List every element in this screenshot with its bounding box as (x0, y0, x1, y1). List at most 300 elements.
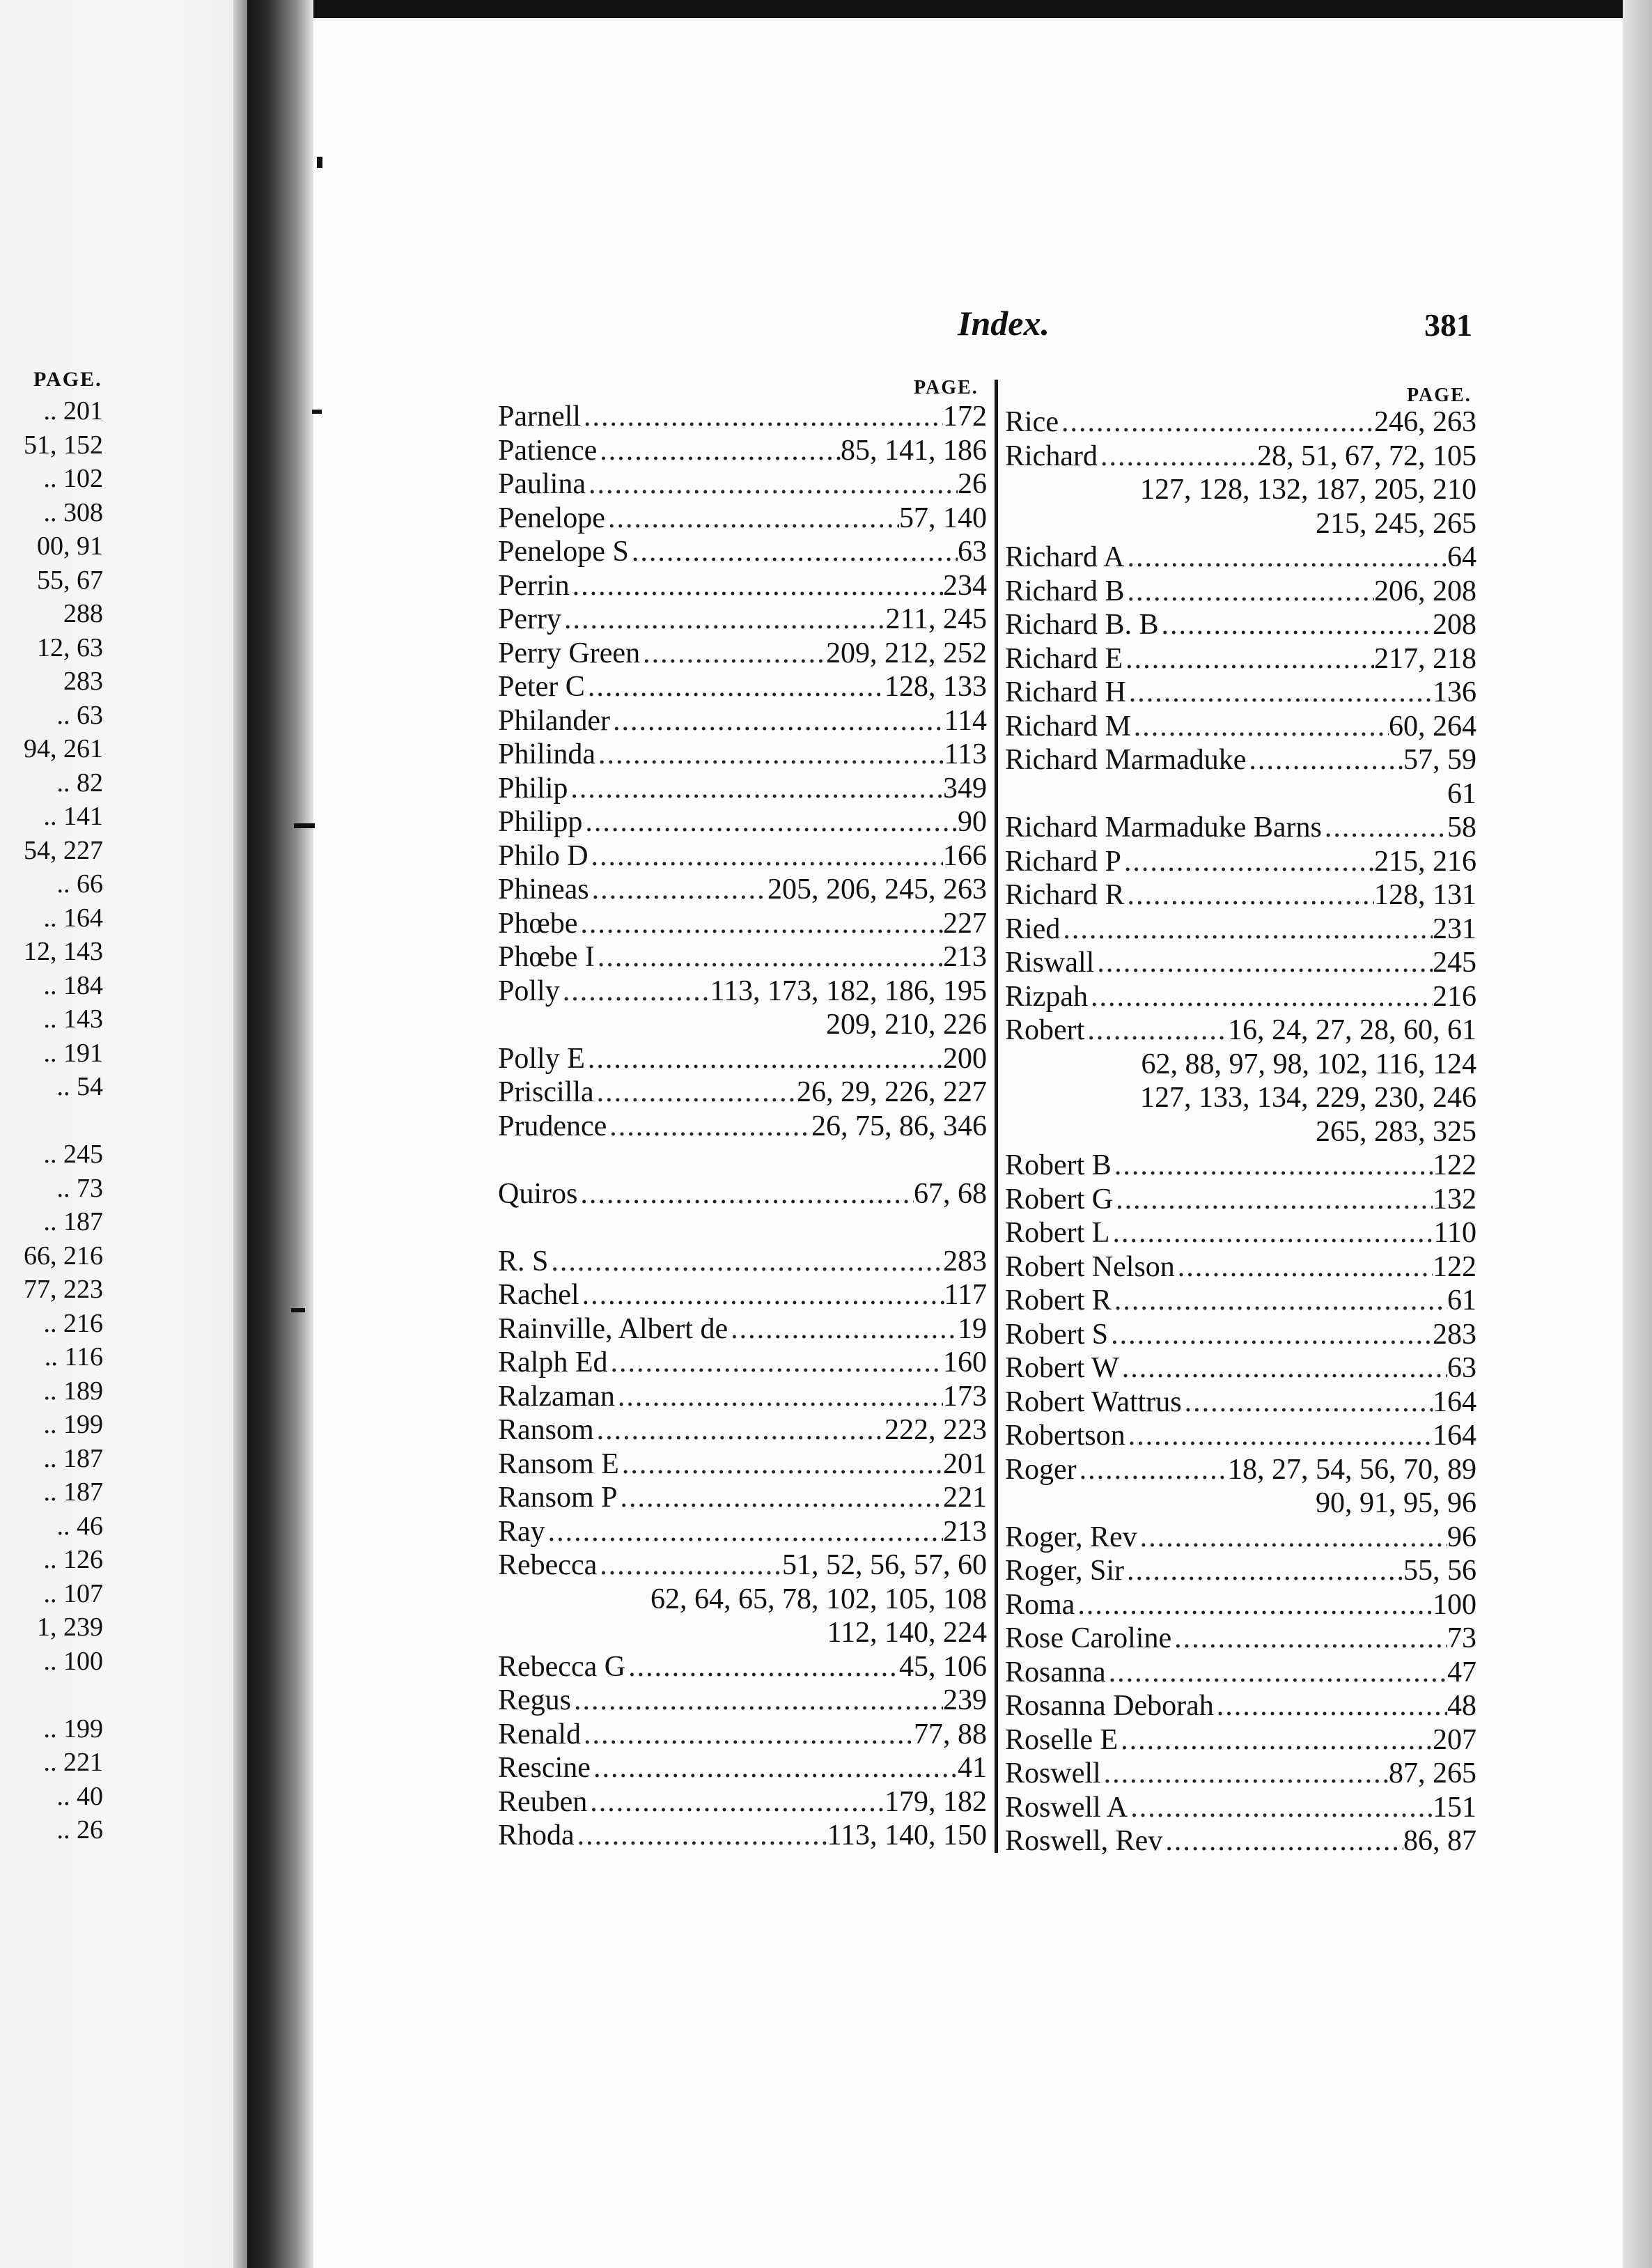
leader-dots (582, 805, 958, 839)
left-page-number: .. 221 (43, 1748, 103, 1777)
leader-dots (1118, 1723, 1433, 1757)
entry-name: Perry Green (498, 637, 641, 669)
index-entry (498, 1143, 987, 1177)
entry-name: Robert (1005, 1014, 1085, 1046)
index-entry (498, 974, 987, 1009)
index-entry (498, 1008, 987, 1042)
entry-pages: 57, 59 (1403, 744, 1476, 776)
entry-pages: 110 (1433, 1217, 1476, 1249)
entry-pages: 283 (943, 1245, 987, 1277)
entry-name: Ransom (498, 1414, 594, 1446)
entry-pages: 113 (944, 738, 987, 770)
entry-name: Ransom P (498, 1482, 618, 1514)
index-entry (498, 738, 987, 772)
leader-dots (607, 1110, 811, 1144)
left-page-number: .. 164 (43, 903, 103, 933)
entry-pages: 231 (1433, 912, 1476, 945)
entry-name: Rose Caroline (1005, 1622, 1172, 1654)
right-column-header: PAGE. (1407, 385, 1472, 406)
entry-pages: 128, 133 (885, 671, 987, 703)
left-page-numbers (0, 394, 103, 1847)
leader-dots (1098, 440, 1257, 474)
leader-dots (1158, 608, 1433, 642)
leader-dots (1112, 1149, 1433, 1183)
entry-name: Richard Marmaduke Barns (1005, 811, 1322, 844)
leader-dots (605, 502, 899, 536)
entry-pages: 19 (958, 1312, 987, 1345)
left-page-number (0, 1104, 103, 1138)
entry-name: Ray (498, 1515, 545, 1548)
entry-name: Rice (1005, 406, 1059, 438)
index-entry (498, 873, 987, 907)
leader-dots (568, 772, 943, 806)
entry-name: Perry (498, 603, 561, 635)
leader-dots (581, 1718, 914, 1752)
index-entry (1005, 1351, 1476, 1385)
entry-pages: 221 (943, 1482, 987, 1514)
index-entry (498, 1819, 987, 1853)
entry-name: R. S (498, 1245, 549, 1277)
left-page-number: .. 199 (43, 1410, 103, 1439)
left-page-number: .. 184 (43, 970, 103, 1000)
entry-pages: 172 (943, 401, 987, 433)
leader-dots (625, 1650, 899, 1684)
left-page-number: .. 191 (43, 1038, 103, 1068)
index-entry (1005, 845, 1476, 879)
entry-name: Roswell A (1005, 1791, 1128, 1824)
index-entry (1005, 642, 1476, 676)
left-page-number: 12, 63 (37, 632, 103, 662)
index-entry (1005, 1284, 1476, 1318)
left-column-header: PAGE. (914, 377, 979, 398)
leader-dots (1124, 1554, 1403, 1588)
index-entry (1005, 1183, 1476, 1217)
left-page-number: 54, 227 (24, 835, 103, 865)
index-entry (498, 1380, 987, 1414)
index-entry (1005, 1824, 1476, 1858)
entry-pages: 64 (1447, 541, 1476, 573)
leader-dots (594, 1413, 885, 1447)
index-entry (498, 467, 987, 502)
leader-dots (1322, 811, 1447, 845)
index-entry (1005, 743, 1476, 777)
entry-pages: 100 (1433, 1588, 1476, 1621)
leader-dots (610, 704, 944, 738)
entry-name: Prudence (498, 1110, 607, 1142)
index-entry (498, 502, 987, 536)
entry-pages: 164 (1433, 1420, 1476, 1452)
entry-name: Reuben (498, 1785, 588, 1818)
entry-pages: 41 (958, 1752, 987, 1784)
leader-dots (1109, 1216, 1433, 1250)
entry-name: Richard B (1005, 575, 1125, 607)
entry-pages: 151 (1433, 1791, 1476, 1824)
leader-dots (597, 434, 841, 468)
index-entry (1005, 440, 1476, 474)
entry-pages: 208 (1433, 609, 1476, 641)
entry-pages: 122 (1433, 1149, 1476, 1181)
entry-pages: 217, 218 (1374, 642, 1476, 675)
leader-dots (597, 1548, 782, 1583)
index-entry (1005, 1656, 1476, 1690)
index-entry (1005, 710, 1476, 744)
left-page-header: PAGE. (33, 368, 102, 391)
entry-name: Robert S (1005, 1318, 1109, 1351)
leader-dots (1246, 743, 1403, 777)
entry-name: Philo D (498, 839, 589, 872)
left-page-number: .. 126 (43, 1545, 103, 1574)
entry-pages: 209, 212, 252 (826, 637, 987, 669)
entry-name: Roselle E (1005, 1723, 1119, 1756)
entry-name: Ried (1005, 912, 1061, 945)
index-entry (1005, 608, 1476, 642)
index-entry (498, 1548, 987, 1583)
entry-pages: 63 (958, 536, 987, 568)
left-page-number: .. 141 (43, 802, 103, 831)
left-page-number: .. 100 (43, 1646, 103, 1676)
entry-name: Robert Wattrus (1005, 1385, 1182, 1418)
left-page-number: .. 143 (43, 1004, 103, 1034)
leader-dots (1101, 1757, 1389, 1791)
index-entry (1005, 541, 1476, 575)
leader-dots (575, 1819, 827, 1853)
left-page-number: .. 187 (43, 1477, 103, 1507)
index-entry (498, 1245, 987, 1279)
entry-pages: 47 (1447, 1656, 1476, 1688)
left-page-number: .. 26 (56, 1815, 103, 1844)
entry-name: Roma (1005, 1588, 1075, 1621)
left-page-number: 66, 216 (24, 1241, 103, 1271)
leader-dots (1084, 1013, 1228, 1048)
entry-name: Phœbe (498, 907, 578, 940)
entry-name: Richard R (1005, 879, 1125, 911)
entry-pages: 227 (943, 907, 987, 940)
leader-dots (577, 907, 943, 941)
entry-name: Philip (498, 772, 568, 805)
left-page-number: .. 63 (56, 700, 103, 730)
leader-dots (1123, 642, 1374, 676)
leader-dots (1059, 405, 1374, 440)
index-entry (498, 1616, 987, 1650)
entry-pages: 216 (1433, 980, 1476, 1013)
entry-pages: 18, 27, 54, 56, 70, 89 (1228, 1453, 1476, 1486)
index-entry (498, 1447, 987, 1482)
index-entry (1005, 1216, 1476, 1250)
leader-dots (618, 1481, 943, 1515)
index-entry (498, 907, 987, 941)
index-entry (1005, 1149, 1476, 1183)
entry-pages: 63 (1447, 1352, 1476, 1384)
gutter-mark (291, 1308, 305, 1312)
leader-dots (1108, 1318, 1433, 1352)
entry-pages: 234 (943, 569, 987, 602)
entry-pages: 16, 24, 27, 28, 60, 61 (1228, 1014, 1476, 1046)
entry-name: Philander (498, 704, 610, 737)
left-page-number: 12, 143 (24, 937, 103, 966)
leader-dots (589, 873, 767, 907)
entry-name: Rhoda (498, 1819, 575, 1851)
right-page-edge (1623, 0, 1652, 2268)
entry-pages: 215, 216 (1374, 845, 1476, 878)
left-page-number: .. 107 (43, 1578, 103, 1608)
index-entry (498, 1684, 987, 1718)
entry-name: Patience (498, 434, 598, 467)
left-page-number: .. 46 (56, 1511, 103, 1541)
entry-pages: 60, 264 (1389, 710, 1476, 743)
entry-name: Quiros (498, 1177, 578, 1210)
leader-dots (1121, 845, 1374, 879)
entry-pages: 67, 68 (914, 1177, 987, 1210)
entry-name: Robert W (1005, 1352, 1119, 1384)
entry-name: Perrin (498, 569, 570, 602)
entry-pages: 28, 51, 67, 72, 105 (1257, 440, 1476, 472)
entry-pages: 245 (1433, 947, 1476, 979)
entry-pages: 215, 245, 265 (1316, 507, 1476, 540)
entry-name: Roger (1005, 1453, 1077, 1486)
index-entry (1005, 946, 1476, 980)
entry-pages: 90, 91, 95, 96 (1316, 1487, 1476, 1519)
index-entry (498, 637, 987, 671)
entry-name: Roswell, Rev (1005, 1825, 1163, 1857)
entry-pages: 26, 29, 226, 227 (797, 1076, 987, 1108)
entry-name: Paulina (498, 468, 586, 500)
entry-name: Ralph Ed (498, 1346, 608, 1378)
index-entry (498, 670, 987, 704)
entry-pages: 136 (1433, 676, 1476, 708)
left-page-number: .. 245 (43, 1140, 103, 1169)
leader-dots (585, 670, 885, 704)
index-entry (498, 1346, 987, 1380)
left-page-number: 1, 239 (37, 1613, 103, 1642)
right-index-column (1005, 405, 1476, 1858)
leader-dots (595, 940, 943, 974)
left-page-number: 55, 67 (37, 565, 103, 595)
entry-pages: 201 (943, 1447, 987, 1480)
entry-pages: 128, 131 (1374, 879, 1476, 911)
leader-dots (548, 1245, 943, 1279)
entry-pages: 349 (943, 772, 987, 805)
entry-name: Philipp (498, 806, 583, 838)
left-page-number: .. 201 (43, 396, 103, 426)
entry-pages: 73 (1447, 1622, 1476, 1654)
entry-pages: 57, 140 (899, 502, 987, 534)
index-entry (498, 535, 987, 569)
index-entry (1005, 1419, 1476, 1453)
entry-pages: 62, 88, 97, 98, 102, 116, 124 (1141, 1048, 1476, 1080)
leader-dots (560, 974, 710, 1009)
leader-dots (619, 1447, 943, 1482)
page-number: 381 (1424, 307, 1472, 343)
left-page-number: .. 308 (43, 497, 103, 527)
entry-name: Ransom E (498, 1447, 619, 1480)
left-page-number: .. 189 (43, 1376, 103, 1406)
index-entry (498, 704, 987, 738)
index-entry (1005, 676, 1476, 710)
entry-pages: 48 (1447, 1690, 1476, 1722)
leader-dots (1088, 980, 1433, 1014)
entry-name: Robert Nelson (1005, 1250, 1175, 1283)
entry-name: Penelope S (498, 536, 629, 568)
entry-pages: 213 (943, 941, 987, 973)
index-entry (1005, 1622, 1476, 1656)
index-entry (498, 569, 987, 603)
leader-dots (728, 1312, 958, 1346)
gutter-mark (317, 157, 322, 168)
entry-name: Robertson (1005, 1420, 1125, 1452)
entry-pages: 77, 88 (914, 1718, 987, 1750)
entry-name: Roger, Rev (1005, 1521, 1137, 1553)
leader-dots (1125, 1419, 1433, 1453)
entry-pages: 51, 52, 56, 57, 60 (782, 1549, 987, 1581)
entry-pages: 26, 75, 86, 346 (811, 1110, 987, 1142)
entry-pages: 61 (1447, 777, 1476, 810)
left-page-number: 288 (63, 599, 103, 628)
leader-dots (1106, 1656, 1447, 1690)
entry-pages: 200 (943, 1042, 987, 1075)
entry-name: Rescine (498, 1752, 591, 1784)
left-page-number: .. 102 (43, 464, 103, 493)
entry-name: Riswall (1005, 947, 1095, 979)
index-entry (1005, 1115, 1476, 1149)
leader-dots (591, 1751, 958, 1785)
index-entry (1005, 473, 1476, 507)
index-entry (498, 839, 987, 873)
left-page-number: .. 82 (56, 768, 103, 798)
entry-pages: 205, 206, 245, 263 (767, 873, 987, 906)
entry-name: Regus (498, 1684, 571, 1716)
leader-dots (586, 467, 958, 502)
entry-name: Penelope (498, 502, 605, 534)
left-page-number: 283 (63, 667, 103, 696)
index-entry (498, 1312, 987, 1346)
entry-pages: 166 (943, 839, 987, 872)
index-entry (1005, 1081, 1476, 1115)
index-entry (498, 1650, 987, 1684)
entry-name: Rosanna Deborah (1005, 1690, 1214, 1722)
leader-dots (595, 738, 944, 772)
entry-name: Priscilla (498, 1076, 594, 1108)
entry-pages: 58 (1447, 811, 1476, 844)
entry-pages: 206, 208 (1374, 575, 1476, 607)
leader-dots (1119, 1351, 1447, 1385)
leader-dots (629, 535, 958, 569)
index-entry (498, 1278, 987, 1312)
index-entry (1005, 1757, 1476, 1791)
entry-pages: 55, 56 (1403, 1555, 1476, 1587)
entry-pages: 86, 87 (1403, 1825, 1476, 1857)
entry-pages: 209, 210, 226 (826, 1009, 987, 1041)
index-entry (498, 1075, 987, 1110)
entry-name: Robert G (1005, 1183, 1114, 1215)
entry-pages: 85, 141, 186 (841, 434, 987, 467)
left-page-shadow (233, 0, 247, 2268)
leader-dots (640, 637, 826, 671)
entry-name: Rebecca (498, 1549, 598, 1581)
index-entry (498, 805, 987, 839)
gutter-mark (294, 823, 315, 828)
leader-dots (1112, 1284, 1447, 1318)
entry-name: Phœbe I (498, 941, 595, 973)
leader-dots (607, 1346, 943, 1380)
left-page-number: 94, 261 (24, 734, 103, 763)
index-entry (1005, 1048, 1476, 1082)
entry-name: Roger, Sir (1005, 1555, 1124, 1587)
leader-dots (1128, 1791, 1433, 1825)
entry-name: Richard H (1005, 676, 1126, 708)
left-page-number: 77, 223 (24, 1275, 103, 1304)
index-entry (498, 1177, 987, 1211)
leader-dots (1124, 575, 1374, 609)
index-entry (498, 940, 987, 974)
index-entry (1005, 1723, 1476, 1757)
entry-pages: 26 (958, 468, 987, 500)
leader-dots (594, 1075, 797, 1110)
left-page-number: 00, 91 (37, 531, 103, 561)
entry-pages: 213 (943, 1515, 987, 1548)
index-entry (1005, 575, 1476, 609)
leader-dots (1131, 710, 1389, 744)
index-entry (1005, 1689, 1476, 1723)
leader-dots (1124, 541, 1447, 575)
left-page-number: .. 66 (56, 869, 103, 899)
index-entry (498, 1751, 987, 1785)
entry-name: Roswell (1005, 1757, 1101, 1789)
leader-dots (570, 569, 943, 603)
index-entry (1005, 811, 1476, 845)
leader-dots (545, 1515, 943, 1549)
index-entry (1005, 507, 1476, 541)
left-page-number: .. 187 (43, 1443, 103, 1473)
index-entry (1005, 878, 1476, 912)
left-page-number: .. 199 (43, 1714, 103, 1743)
index-entry (498, 1481, 987, 1515)
left-page-number: .. 116 (44, 1342, 103, 1372)
leader-dots (1126, 676, 1433, 710)
entry-pages: 246, 263 (1374, 406, 1476, 438)
leader-dots (1124, 878, 1374, 912)
leader-dots (1094, 946, 1433, 980)
entry-pages: 179, 182 (885, 1785, 987, 1818)
index-entry (498, 1110, 987, 1144)
entry-name: Robert L (1005, 1217, 1110, 1249)
leader-dots (1182, 1385, 1433, 1420)
leader-dots (579, 1278, 944, 1312)
entry-name: Richard B. B (1005, 609, 1159, 641)
book-gutter (247, 0, 313, 2268)
left-page-number: .. 40 (56, 1781, 103, 1811)
entry-pages: 112, 140, 224 (827, 1617, 987, 1649)
entry-pages: 113, 173, 182, 186, 195 (710, 974, 987, 1007)
index-entry (1005, 1486, 1476, 1521)
leader-dots (587, 1785, 885, 1819)
entry-pages: 96 (1447, 1521, 1476, 1553)
entry-name: Rizpah (1005, 980, 1088, 1013)
entry-name: Robert R (1005, 1284, 1112, 1316)
entry-name: Polly E (498, 1042, 585, 1075)
leader-dots (1137, 1521, 1447, 1555)
index-entry (1005, 405, 1476, 440)
index-entry (1005, 1013, 1476, 1048)
index-entry (498, 1515, 987, 1549)
leader-dots (1214, 1689, 1447, 1723)
entry-name: Richard E (1005, 642, 1123, 675)
entry-name: Richard P (1005, 845, 1121, 878)
index-entry (498, 1211, 987, 1245)
entry-pages: 164 (1433, 1385, 1476, 1418)
index-entry (1005, 1588, 1476, 1622)
entry-name: Richard (1005, 440, 1098, 472)
entry-pages: 207 (1433, 1723, 1476, 1756)
